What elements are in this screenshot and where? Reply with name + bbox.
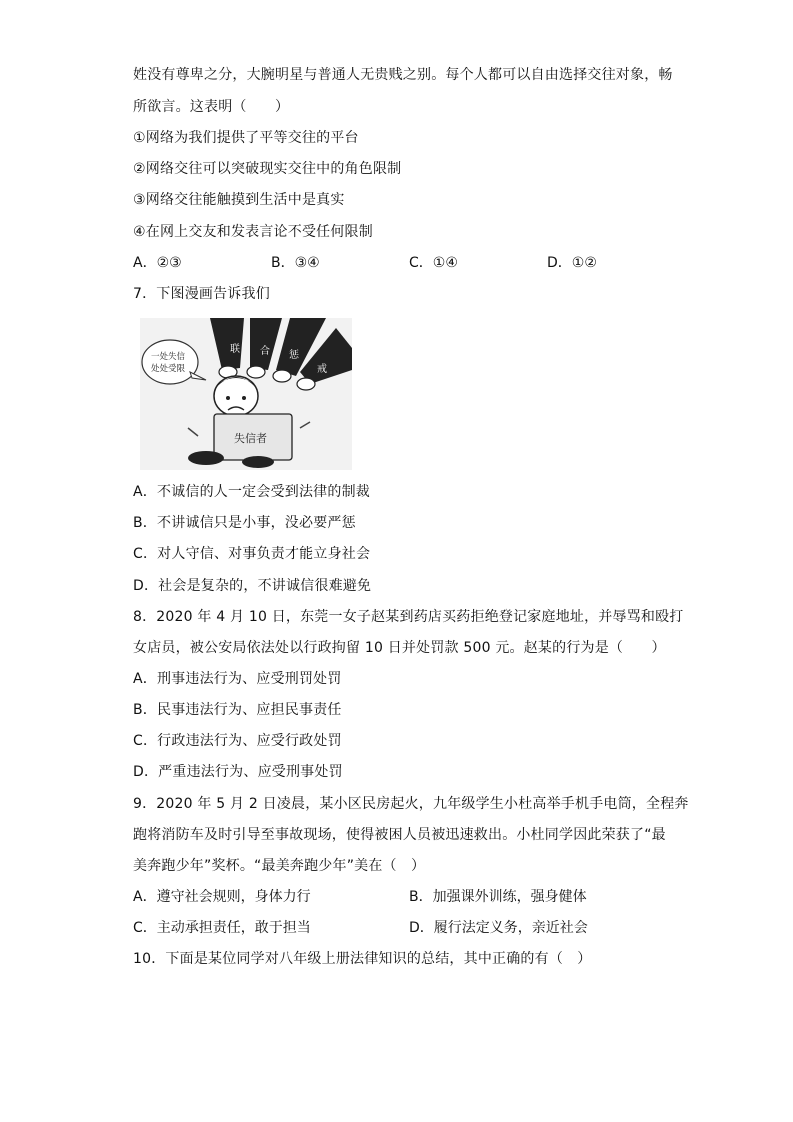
q7-option-b: B．不讲诚信只是小事，没必要严惩 bbox=[133, 515, 356, 531]
q6-statement-4: ④在网上交友和发表言论不受任何限制 bbox=[133, 224, 373, 240]
q6-option-c: C．①④ bbox=[409, 255, 458, 271]
q6-statement-2: ②网络交往可以突破现实交往中的角色限制 bbox=[133, 161, 402, 177]
q6-stem-line1: 姓没有尊卑之分，大腕明星与普通人无贵贱之别。每个人都可以自由选择交往对象，畅 bbox=[133, 67, 673, 83]
q9-stem-line1: 9．2020 年 5 月 2 日凌晨，某小区民房起火，九年级学生小杜高举手机手电筒，全程奔 bbox=[133, 796, 689, 812]
q7-option-c: C．对人守信、对事负责才能立身社会 bbox=[133, 546, 371, 562]
q8-stem-line2: 女店员，被公安局依法处以行政拘留 10 日并处罚款 500 元。赵某的行为是（ ） bbox=[133, 640, 666, 656]
q9-stem-line3: 美奔跑少年”奖杯。“最美奔跑少年”美在（ ） bbox=[133, 858, 426, 874]
hand-label-1: 联 bbox=[230, 344, 240, 355]
q9-stem-line2: 跑将消防车及时引导至事故现场，使得被困人员被迅速救出。小杜同学因此荣获了“最 bbox=[133, 827, 666, 843]
q8-option-c: C．行政违法行为、应受行政处罚 bbox=[133, 733, 342, 749]
q6-statement-3: ③网络交往能触摸到生活中是真实 bbox=[133, 192, 345, 208]
q9-option-b: B．加强课外训练，强身健体 bbox=[409, 889, 587, 905]
q6-statement-1: ①网络为我们提供了平等交往的平台 bbox=[133, 130, 359, 146]
q10-stem: 10．下面是某位同学对八年级上册法律知识的总结，其中正确的有（ ） bbox=[133, 951, 592, 967]
q6-option-a: A．②③ bbox=[133, 255, 182, 271]
hand-label-2: 合 bbox=[260, 346, 270, 357]
q7-stem: 7．下图漫画告诉我们 bbox=[133, 286, 270, 302]
q8-option-b: B．民事违法行为、应担民事责任 bbox=[133, 702, 342, 718]
q6-option-b: B．③④ bbox=[271, 255, 320, 271]
dishonesty-cartoon bbox=[140, 318, 352, 470]
board-label: 失信者 bbox=[234, 432, 267, 445]
q8-option-a: A．刑事违法行为、应受刑罚处罚 bbox=[133, 671, 342, 687]
bubble-line-2: 处处受限 bbox=[151, 364, 186, 374]
q7-option-a: A．不诚信的人一定会受到法律的制裁 bbox=[133, 484, 370, 500]
hand-label-3: 惩 bbox=[289, 350, 299, 361]
q8-option-d: D．严重违法行为、应受刑事处罚 bbox=[133, 764, 343, 780]
hand-label-4: 戒 bbox=[317, 364, 327, 375]
q7-option-d: D．社会是复杂的，不讲诚信很难避免 bbox=[133, 578, 372, 594]
q9-option-a: A．遵守社会规则，身体力行 bbox=[133, 889, 311, 905]
bubble-line-1: 一处失信 bbox=[151, 352, 186, 362]
q8-stem-line1: 8．2020 年 4 月 10 日，东莞一女子赵某到药店买药拒绝登记家庭地址，并辱骂和殴打 bbox=[133, 609, 684, 625]
q9-option-c: C．主动承担责任，敢于担当 bbox=[133, 920, 311, 936]
q9-option-d: D．履行法定义务，亲近社会 bbox=[409, 920, 588, 936]
q6-stem-line2: 所欲言。这表明（ ） bbox=[133, 99, 290, 115]
q6-option-d: D．①② bbox=[547, 255, 597, 271]
